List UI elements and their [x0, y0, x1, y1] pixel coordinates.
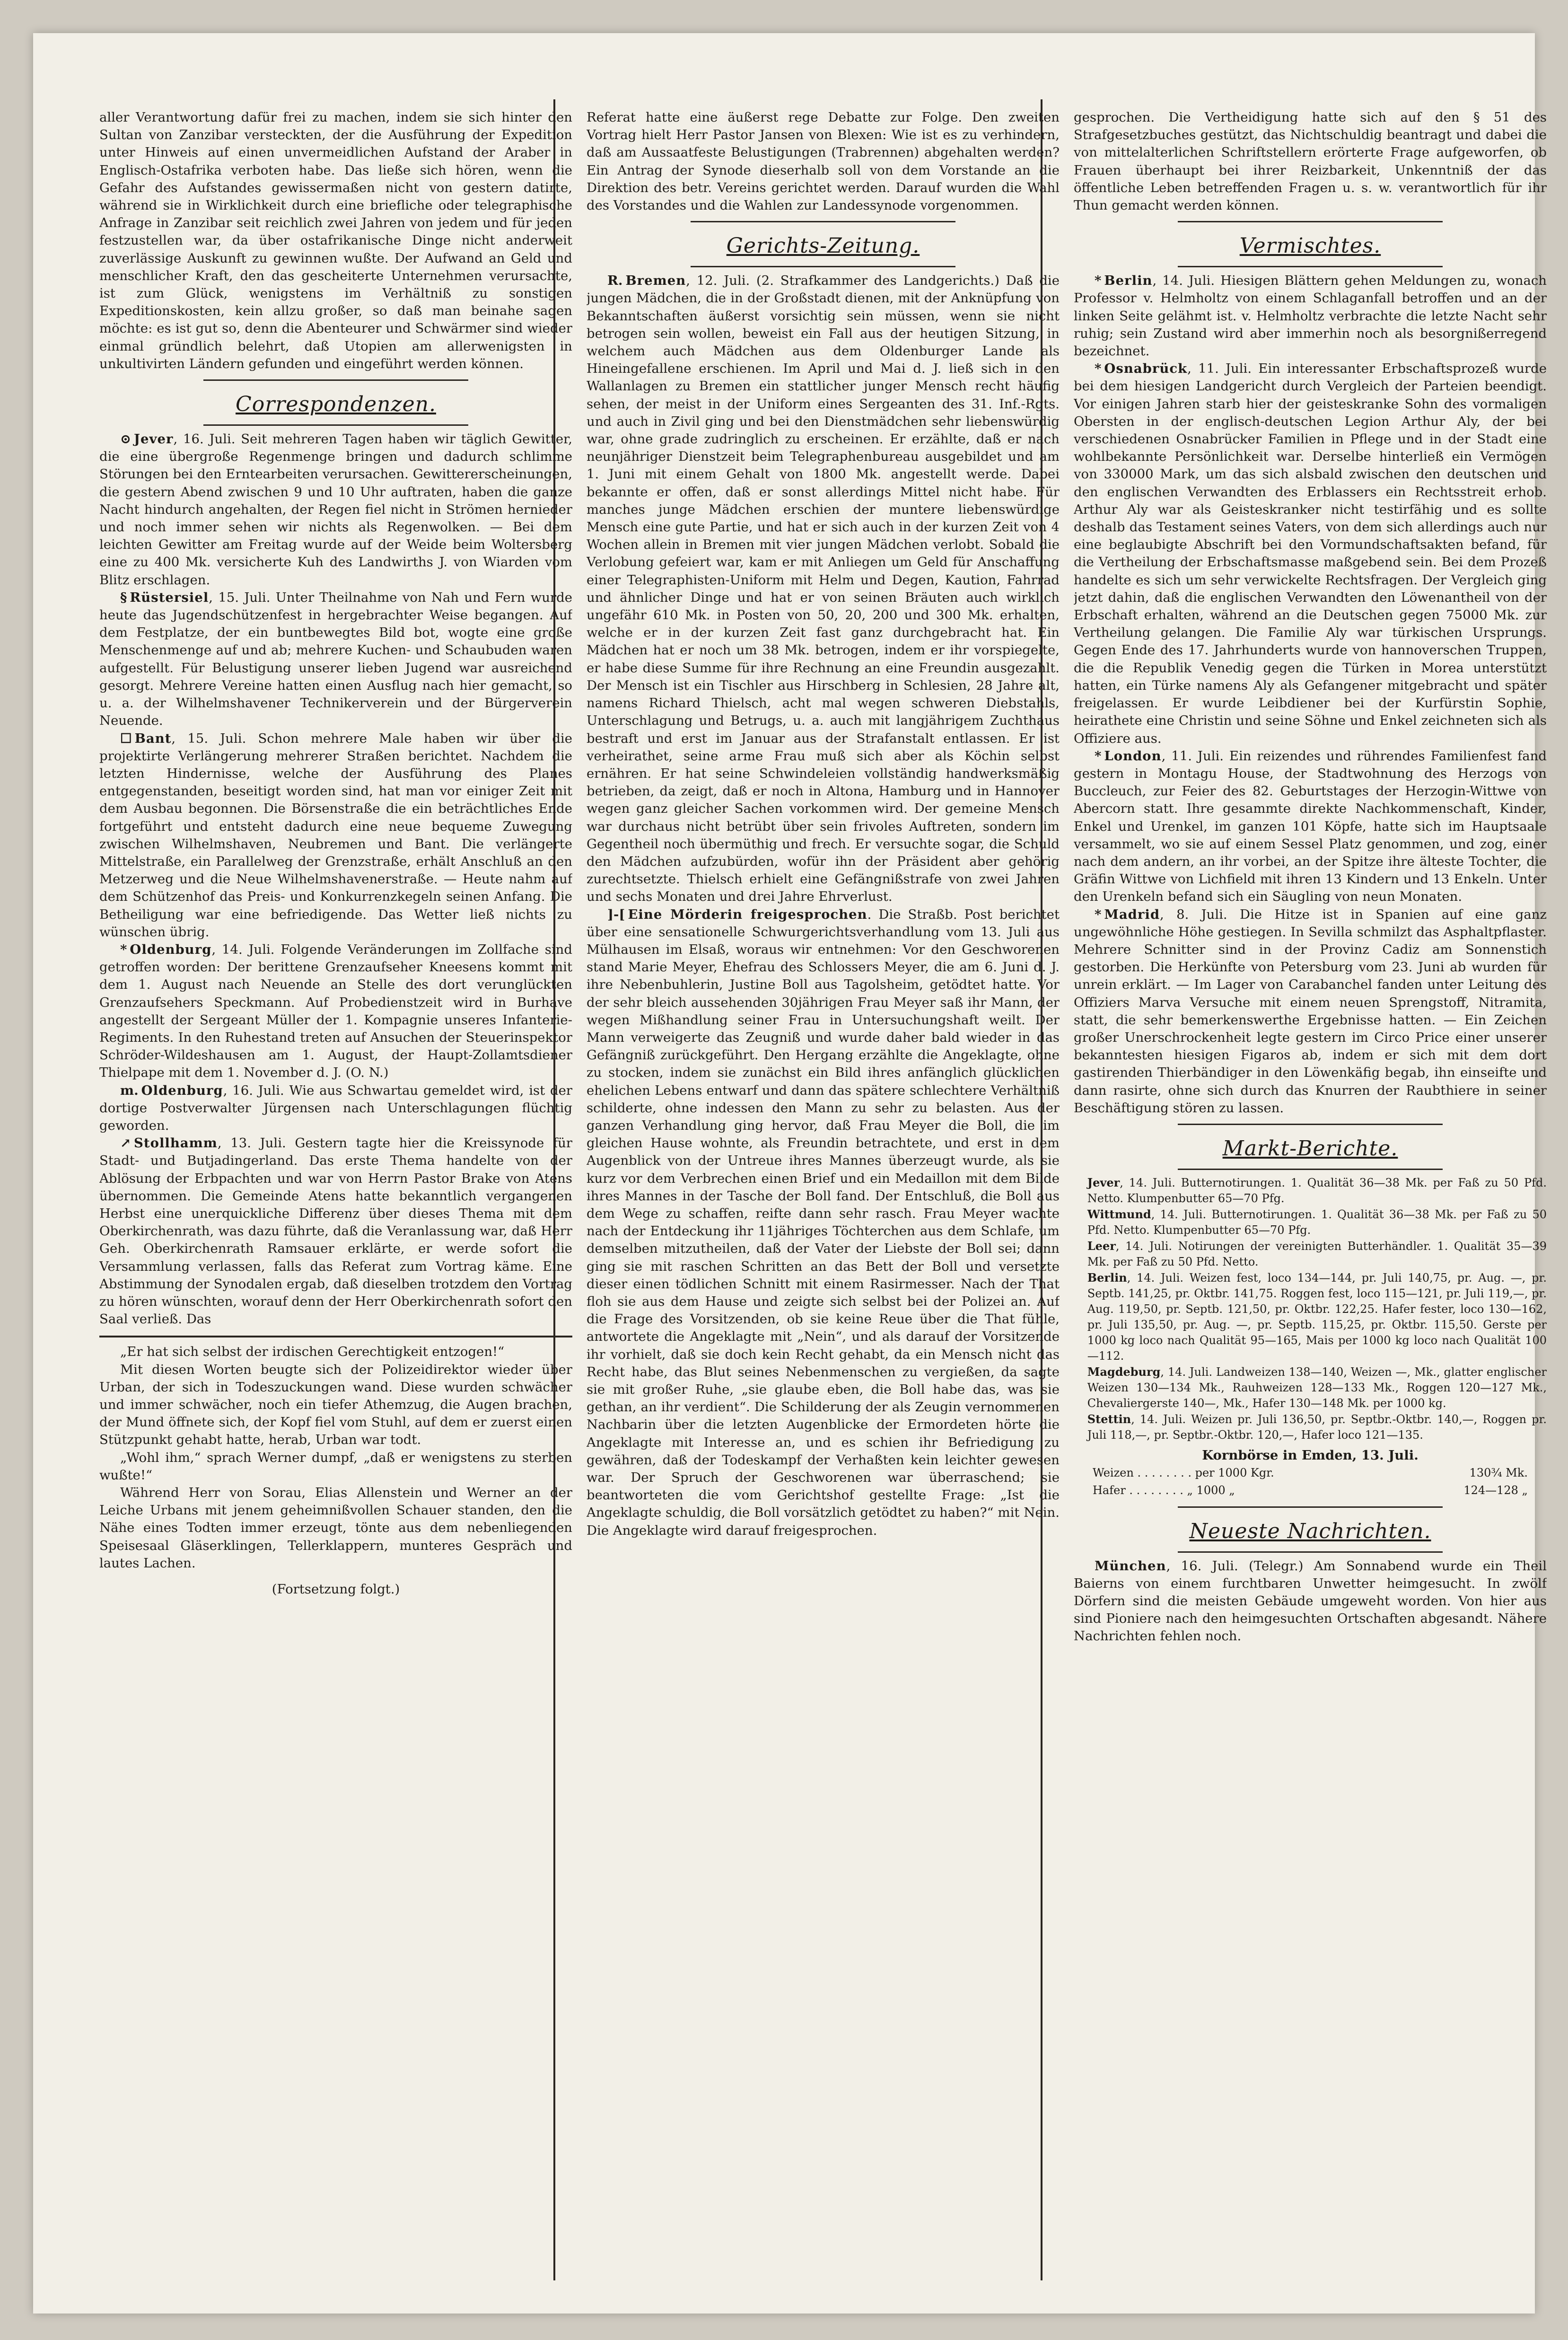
- column-2: [587, 109, 1060, 2276]
- feuilleton-paragraph: Während Herr von Sorau, Elias Allenstein und Werner an der Leiche Urbans mit jenem geheimnißvollen Schauer standen, den die Nähe eines Todten immer erzeugt, tönte aus dem nebenliegenden Speisesaal Gläserklingen, Tellerklappern, munteres Gespräch und lautes Lachen.: [99, 1485, 572, 1571]
- market-report: Berlin, 14. Juli. Weizen fest, loco 134—144, pr. Juli 140,75, pr. Aug. —, pr. Septb. 141,25, pr. Oktbr. 141,75. Roggen fest, loco 115—121, pr. Juli 119,—, pr. Aug. 119,50, pr. Septb. 121,50, pr. Oktbr. 122,25. Hafer fester, loco 130—162, pr. Juli 135,50, pr. Aug. —, pr. Septb. 115,25, pr. Oktbr. 115,50. Gerste per 1000 kg loco nach Qualität 95—165, Mais per 1000 kg loco nach Qualität 100—112.: [1087, 1270, 1547, 1363]
- article-bremen: R. Bremen, 12. Juli. (2. Strafkammer des Landgerichts.) Daß die jungen Mädchen, die in der Großstadt dienen, mit der Anknüpfung von Bekanntschaften äußerst vorsichtig sein müssen, wenn sie nicht betrogen sein wollen, beweist ein Fall aus der heutigen Sitzung, in welchem auch Mädchen aus dem Oldenburger Lande als Hineingefallene erschienen. Im April und Mai d. J. ließ sich in den Wallanlagen zu Bremen ein stattlicher junger Mensch recht häufig sehen, der meist in der Uniform eines Sergeanten des 31. Inf.-Rgts. und auch in Zivil ging und bei den Dienstmädchen sehr liebenswürdig war, ohne grade zudringlich zu erscheinen. Er erzählte, daß er nach neunjähriger Dienstzeit beim Telegraphenbureau ausgebildet und am 1. Juni mit einem Gehalt von 1800 Mk. angestellt werde. Dabei bekannte er offen, daß er sonst allerdings Mittel nicht habe. Für manches junge Mädchen erschien der muntere liebenswürdige Mensch eine gute Partie, und hat er sich auch in der kurzen Zeit von 4 Wochen allein in Bremen mit vier jungen Mädchen verlobt. Sobald die Verlobung gefeiert war, kam er mit Anliegen um Geld für Anschaffung einer Telegraphisten-Uniform mit Helm und Degen, Kaution, Fahrrad und ähnlicher Dinge und hat er von seinen Bräuten auch wirklich ungefähr 610 Mk. in Posten von 50, 20, 200 und 300 Mk. erhalten, welche er in der kurzen Zeit fast ganz durchgebracht hat. Ein Mädchen hat er noch um 38 Mk. betrogen, indem er ihr vorspiegelte, er habe diese Summe für ihre Rechnung an eine Freundin ausgezahlt. Der Mensch ist ein Tischler aus Hirschberg in Schlesien, 28 Jahre alt, namens Richard Thielsch, acht mal wegen schweren Diebstahls, Unterschlagung und Betrugs, u. a. auch mit langjährigem Zuchthaus bestraft und erst im Januar aus der Strafanstalt entlassen. Er ist verheirathet, seine arme Frau muß sich aber als Köchin selbst ernähren. Er hat seine Schwindeleien vollständig handwerksmäßig betrieben, da zeigt, daß er noch in Altona, Hamburg und in Hannover wegen ganz gleicher Sachen vorkommen wird. Der gemeine Mensch war durchaus nicht betrübt über sein frivoles Auftreten, sondern im Gegentheil noch übermüthig und frech. Er versuchte sogar, die Schuld den Mädchen aufzubürden, wofür ihn der Präsident aber gehörig zurechtsetzte. Thielsch erhielt eine Gefängnißstrafe von zwei Jahren und sechs Monaten und drei Jahre Ehrverlust.: [587, 273, 1060, 905]
- section-heading-vermischtes: Vermischtes.: [1239, 234, 1381, 258]
- section-heading-gerichts-zeitung: Gerichts-Zeitung.: [726, 234, 920, 258]
- feuilleton-paragraph: Mit diesen Worten beugte sich der Polizeidirektor wieder über Urban, der sich in Todeszuckungen wand. Diese wurden schwächer und immer schwächer, noch ein tiefer Athemzug, die Augen brachen, der Mund öffnete sich, der Kopf fiel vom Stuhl, auf dem er zuerst einen Stützpunkt gehabt hatte, herab, Urban war todt.: [99, 1362, 572, 1448]
- column-2-lead-text: Referat hatte eine äußerst rege Debatte zur Folge. Den zweiten Vortrag hielt Herr Pastor Jansen von Blexen: Wie ist es zu verhindern, daß am Aussaatfeste Belustigungen (Trabrennen) abgehalten werden? Ein Antrag der Synode dieserhalb soll von dem Vorstande an die Direktion des betr. Vereins gerichtet werden. Darauf wurden die Wahl des Vorstandes und die Wahlen zur Landessynode vorgenommen.: [587, 110, 1060, 213]
- article-oldenburg-2: m. Oldenburg, 16. Juli. Wie aus Schwartau gemeldet wird, ist der dortige Postverwalter Jürgensen nach Unterschlagungen flüchtig geworden.: [99, 1082, 572, 1133]
- section-rule: [691, 221, 955, 222]
- article-ruestersiel: § Rüstersiel, 15. Juli. Unter Theilnahme von Nah und Fern wurde heute das Jugendschützenfest in hergebrachter Weise begangen. Auf dem Festplatze, der ein buntbewegtes Bild bot, wogte eine große Menschenmenge auf und ab; mehrere Kuchen- und Schaubuden waren aufgestellt. Für Belustigung unserer lieben Jugend war ausreichend gesorgt. Mehrere Vereine hatten einen Ausflug nach hier gemacht, so u. a. der Wilhelmshavener Technikerverein und der Bürgerverein Neuende.: [99, 589, 572, 729]
- article-berlin: * Berlin, 14. Juli. Hiesigen Blättern gehen Meldungen zu, wonach Professor v. Helmholtz von einem Schlaganfall betroffen und an der linken Seite gelähmt ist. v. Helmholtz verbrachte die letzte Nacht sehr ruhig; sein Zustand wird aber immerhin noch als besorgnißerregend bezeichnet.: [1074, 273, 1547, 359]
- newspaper-page: [33, 33, 1547, 2314]
- feuilleton-paragraph: „Er hat sich selbst der irdischen Gerechtigkeit entzogen!“: [120, 1344, 505, 1360]
- article-london: * London, 11. Juli. Ein reizendes und rührendes Familienfest fand gestern in Montagu House, der Stadtwohnung des Herzogs von Buccleuch, zur Feier des 82. Geburtstages der Herzogin-Wittwe von Abercorn statt. Ihre gesammte direkte Nachkommenschaft, Kinder, Enkel und Urenkel, im ganzen 101 Köpfe, hatte sich im Hauptsaale versammelt, wo sie auf einem Sessel Platz genommen, und zog, einer nach dem andern, an ihr vorbei, an der Spitze ihre älteste Tochter, die Gräfin Wittwe von Lichfield mit ihren 13 Kindern und 13 Enkeln. Unter den Urenkeln befand sich ein Säugling von neun Monaten.: [1074, 748, 1547, 905]
- section-heading-neueste-nachrichten: Neueste Nachrichten.: [1189, 1519, 1431, 1543]
- market-report: Wittmund, 14. Juli. Butternotirungen. 1. Qualität 36—38 Mk. per Faß zu 50 Pfd. Netto. Klumpenbutter 65—70 Pfg.: [1087, 1207, 1547, 1237]
- market-report: Stettin, 14. Juli. Weizen pr. Juli 136,50, pr. Septbr.-Oktbr. 140,—, Roggen pr. Juli 118,—, pr. Septbr.-Oktbr. 120,—, Hafer loco 121—135.: [1087, 1412, 1547, 1442]
- section-rule: [1178, 1506, 1443, 1508]
- market-report: Jever, 14. Juli. Butternotirungen. 1. Qualität 36—38 Mk. per Faß zu 50 Pfd. Netto. Klumpenbutter 65—70 Pfg.: [1087, 1175, 1547, 1205]
- market-reports: [1074, 1175, 1547, 1443]
- article-bant: ☐ Bant, 15. Juli. Schon mehrere Male haben wir über die projektirte Verlängerung mehrerer Straßen berichtet. Nachdem die letzten Hindernisse, welche der Ausführung des Planes entgegenstanden, beseitigt worden sind, hat man vor einiger Zeit mit dem Ausbau begonnen. Die Börsenstraße die ein beträchtliches Ende fortgeführt und entsteht dadurch eine neue bequeme Zuwegung zwischen Wilhelmshaven, Neubremen und Bant. Die verlängerte Mittelstraße, ein Parallelweg der Grenzstraße, erhält Anschluß an den Metzerweg und die Neue Wilhelmshavenerstraße. — Heute nahm auf dem Schützenhof das Preis- und Konkurrenzkegeln seinen Anfang. Die Betheiligung war eine befriedigende. Das Wetter ließ nichts zu wünschen übrig.: [99, 730, 572, 940]
- market-report: Leer, 14. Juli. Notirungen der vereinigten Butterhändler. 1. Qualität 35—39 Mk. per Faß zu 50 Pfd. Netto.: [1087, 1239, 1547, 1268]
- article-madrid: * Madrid, 8. Juli. Die Hitze ist in Spanien auf eine ganz ungewöhnliche Höhe gestiegen. In Sevilla schmilzt das Asphaltpflaster. Mehrere Schnitter sind in der Provinz Cadiz am Sonnenstich gestorben. Die Herkünfte von Petersburg vom 23. Juni ab wurden für unrein erklärt. — Im Lager von Carabanchel fanden unter Leitung des Offiziers Marva Versuche mit einem neuen Sprengstoff, Nitramita, statt, die sehr bemerkenswerthe Ergebnisse hatten. — Ein Zeichen großer Unerschrockenheit legte gestern im Circo Price einer unserer bekanntesten hiesigen Figaros ab, indem er sich mit dem dort gastirenden Thierbändiger in den Löwenkäfig begab, ihn einseifte und dann rasirte, ohne sich durch das Knurren der Raubthiere in seiner Beschäftigung stören zu lassen.: [1074, 906, 1547, 1116]
- article-osnabrueck: * Osnabrück, 11. Juli. Ein interessanter Erbschaftsprozeß wurde bei dem hiesigen Landgericht durch Vergleich der Parteien beendigt. Vor einigen Jahren starb hier der geisteskranke Sohn des vormaligen Obersten in der englisch-deutschen Legion Arthur Aly, der bei verschiedenen Osnabrücker Familien in Pflege und in der Stadt eine wohlbekannte Persönlichkeit war. Derselbe hinterließ ein Vermögen von 330000 Mark, um das sich alsbald zwischen den deutschen und den englischen Verwandten des Erblassers ein Rechtsstreit erhob. Arthur Aly war als Geisteskranker nicht testirfähig und es sollte deshalb das Testament seines Vaters, von dem sich allerdings auch nur eine beglaubigte Abschrift bei den Vormundschaftsakten befand, für die Vertheilung der Erbschaftsmasse maßgebend sein. Bei dem Prozeß handelte es sich um sehr verwickelte Rechtsfragen. Der Vergleich ging jetzt dahin, daß die englischen Verwandten den Löwenantheil von der Erbschaft erhalten, während an die Deutschen gegen 75000 Mk. zur Vertheilung gelangen. Die Familie Aly war türkischen Ursprungs. Gegen Ende des 17. Jahrhunderts wurde von hannoverschen Truppen, die die Republik Venedig gegen die Türken in Morea unterstützt hatten, ein Türke namens Aly als Gefangener mitgebracht und später freigelassen. Er wurde Leibdiener bei der Kurfürstin Sophie, heirathete eine Christin und seine Söhne und Enkel zeichneten sich als Offiziere aus.: [1074, 361, 1547, 746]
- section-rule: [1178, 1551, 1443, 1553]
- column-1: [99, 109, 572, 2276]
- section-rule: [203, 424, 468, 426]
- section-rule: [1178, 1124, 1443, 1125]
- column-3: [1074, 109, 1547, 2276]
- section-rule: [691, 266, 955, 267]
- section-rule: [203, 379, 468, 381]
- section-heading-correspondenzen: Correspondenzen.: [236, 392, 436, 417]
- section-heading-markt-berichte: Markt-Berichte.: [1222, 1136, 1398, 1161]
- feuilleton-paragraph: „Wohl ihm,“ sprach Werner dumpf, „daß er wenigstens zu sterben wußte!“: [99, 1450, 572, 1483]
- article-oldenburg-1: * Oldenburg, 14. Juli. Folgende Veränderungen im Zollfache sind getroffen worden: Der berittene Grenzaufseher Kneesens kommt mit dem 1. August nach Neuende an Stelle des dort verunglückten Grenzaufsehers Speckmann. Auf Probedienstzeit wird in Burhave angestellt der Sergeant Müller der 1. Kompagnie unseres Infanterie-Regiments. In den Ruhestand treten auf Ansuchen der Steuerinspektor Schröder-Wildeshausen am 1. August, der Haupt-Zollamtsdiener Thielpape mit dem 1. November d. J. (O. N.): [99, 941, 572, 1081]
- column-1-lead-text: aller Verantwortung dafür frei zu machen, indem sie sich hinter den Sultan von Zanzibar versteckten, der die Ausführung der Expedition unter Hinweis auf einen unvermeidlichen Aufstand der Araber in Englisch-Ostafrika verboten habe. Das ließe sich hören, wenn die Gefahr des Aufstandes gewissermaßen nicht von gestern datirte, während sie in Wirklichkeit durch eine briefliche oder telegraphische Anfrage in Zanzibar seit reichlich zwei Jahren von jedem und für jeden festzustellen war, da über ostafrikanische Dinge nicht anderweit zuverlässige Auskunft zu gewinnen wußte. Der Aufwand an Geld und menschlicher Kraft, den das gescheiterte Unternehmen verursachte, ist zum Glück, wenigstens im Verhältniß zu sonstigen Expeditionskosten, kein allzu großer, so daß man beinahe sagen möchte: es ist gut so, denn die Abenteurer und Schwärmer sind wieder einmal gründlich belehrt, daß Utopien am allerwenigsten in unkultivirten Ländern gefunden und eingeführt werden können.: [99, 110, 572, 371]
- column-3-lead-text: gesprochen. Die Vertheidigung hatte sich auf den § 51 des Strafgesetzbuches gestützt, das Nichtschuldig beantragt und dabei die von mittelalterlichen Schriftstellern erörterte Frage aufgeworfen, ob Frauen überhaupt bei ihrer Reizbarkeit, Unkenntniß der das öffentliche Leben betreffenden Fragen u. s. w. verantwortlich für ihr Thun gemacht werden können.: [1074, 110, 1547, 213]
- kornboerse-title: Kornbörse in Emden, 13. Juli.: [1202, 1447, 1419, 1463]
- kornboerse-row: Hafer . . . . . . . . „ 1000 „ 124—128 „: [1093, 1484, 1528, 1497]
- market-report: Magdeburg, 14. Juli. Landweizen 138—140, Weizen —, Mk., glatter englischer Weizen 130—134 Mk., Rauhweizen 128—133 Mk., Roggen 120—127 Mk., Chevaliergerste 140—, Mk., Hafer 130—148 Mk. per 1000 kg.: [1087, 1364, 1547, 1410]
- kornboerse-row: Weizen . . . . . . . . per 1000 Kgr. 130¾ Mk.: [1093, 1466, 1528, 1480]
- article-jever: ⊙ Jever, 16. Juli. Seit mehreren Tagen haben wir täglich Gewitter, die eine übergroße Regenmenge bringen und dadurch schlimme Störungen bei den Erntearbeiten verursachen. Gewittererscheinungen, die gestern Abend zwischen 9 und 10 Uhr auftraten, haben die ganze Nacht hindurch angehalten, der Regen fiel nicht in Strömen hernieder und noch immer sehen wir nichts als Regenwolken. — Bei dem leichten Gewitter am Freitag wurde auf der Weide beim Woltersberg eine zu 400 Mk. versicherte Kuh des Landwirths J. von Wiarden vom Blitz erschlagen.: [99, 431, 572, 588]
- feuilleton-rule: [99, 1336, 572, 1337]
- article-muenchen: München, 16. Juli. (Telegr.) Am Sonnabend wurde ein Theil Baierns von einem furchtbaren Unwetter heimgesucht. In zwölf Dörfern sind die meisten Gebäude umgeweht worden. Von hier aus sind Pioniere nach den heimgesuchten Ortschaften abgesandt. Nähere Nachrichten fehlen noch.: [1074, 1558, 1547, 1644]
- article-stollhamm: ↗ Stollhamm, 13. Juli. Gestern tagte hier die Kreissynode für Stadt- und Butjadingerland. Das erste Thema handelte von der Ablösung der Erbpachten und war von Herrn Pastor Brake von Atens übernommen. Die Gemeinde Atens hatte bekanntlich vergangenen Herbst eine unerquickliche Differenz über dieses Thema mit dem Oberkirchenrath, was dazu führte, daß die Veranlassung war, daß Herr Geh. Oberkirchenrath Ramsauer erklärte, er werde sofort die Versammlung verlassen, falls das Referat zum Vortrag käme. Eine Abstimmung der Synodalen ergab, daß dieselben trotzdem den Vortrag zu hören wünschten, worauf denn der Herr Oberkirchenrath sofort den Saal verließ. Das: [99, 1135, 572, 1327]
- continued-note: (Fortsetzung folgt.): [272, 1582, 400, 1597]
- section-rule: [1178, 221, 1443, 222]
- section-rule: [1178, 1169, 1443, 1170]
- section-rule: [1178, 266, 1443, 267]
- article-moerderin: ]-[ Eine Mörderin freigesprochen. Die Straßb. Post berichtet über eine sensationelle Schwurgerichtsverhandlung vom 13. Juli aus Mülhausen im Elsaß, woraus wir entnehmen: Vor den Geschworenen stand Marie Meyer, Ehefrau des Schlossers Meyer, die am 6. Juni d. J. ihre Nebenbuhlerin, Justine Boll aus Tagolsheim, getödtet hatte. Vor der sehr bleich aussehenden 30jährigen Frau Meyer saß ihr Mann, der wegen Mißhandlung seiner Frau in Untersuchungshaft weilt. Der Mann verweigerte das Zeugniß und wurde daher bald wieder in das Gefängniß zurückgeführt. Den Hergang erzählte die Angeklagte, ohne zu stocken, indem sie zunächst ein Bild ihres anfänglich glücklichen ehelichen Lebens entwarf und dann das spätere schlechtere Verhältniß schilderte, ohne indessen den Mann zu sehr zu belasten. Aus der ganzen Verhandlung ging hervor, daß Frau Meyer die Boll, die im gleichen Hause wohnte, als Freundin betrachtete, und erst in dem Augenblick von der Untreue ihres Mannes überzeugt wurde, als sie kurz vor dem Verbrechen einen Brief und ein Medaillon mit dem Bilde ihres Mannes in der Tasche der Boll fand. Der Entschluß, die Boll aus dem Wege zu schaffen, reifte dann sehr rasch. Frau Meyer wachte nach der Entdeckung ihr 11jähriges Töchterchen aus dem Schlafe, um demselben mitzutheilen, daß der Vater der Liebste der Boll sei; dann ging sie mit raschen Schritten an das Bett der Boll und versetzte dieser einen tödlichen Schnitt mit einem Rasirmesser. Nach der That floh sie aus dem Hause und zeigte sich selbst bei der Polizei an. Auf die Frage des Vorsitzenden, ob sie keine Reue über die That fühle, antwortete die Angeklagte mit „Nein“, und als darauf der Vorsitzende ihr vorhielt, daß sie doch kein Recht gehabt, da ein Mensch nicht das Recht habe, das Blut seines Nebenmenschen zu vergießen, da sagte sie mit großer Ruhe, „sie glaube eben, die Boll habe das, was sie gethan, an ihr verdient“. Die Schilderung der als Zeugin vernommenen Nachbarin über die letzten Augenblicke der Ermordeten hörte die Angeklagte mit Interesse an, und es schien ihr Befriedigung zu gewähren, daß der Todeskampf der Verhaßten kein leichter gewesen war. Der Spruch der Geschworenen war überraschend; sie beantworteten die vom Gerichtshof gestellte Frage: „Ist die Angeklagte schuldig, die Boll vorsätzlich getödtet zu haben?“ mit Nein. Die Angeklagte wird darauf freigesprochen.: [587, 906, 1060, 1538]
